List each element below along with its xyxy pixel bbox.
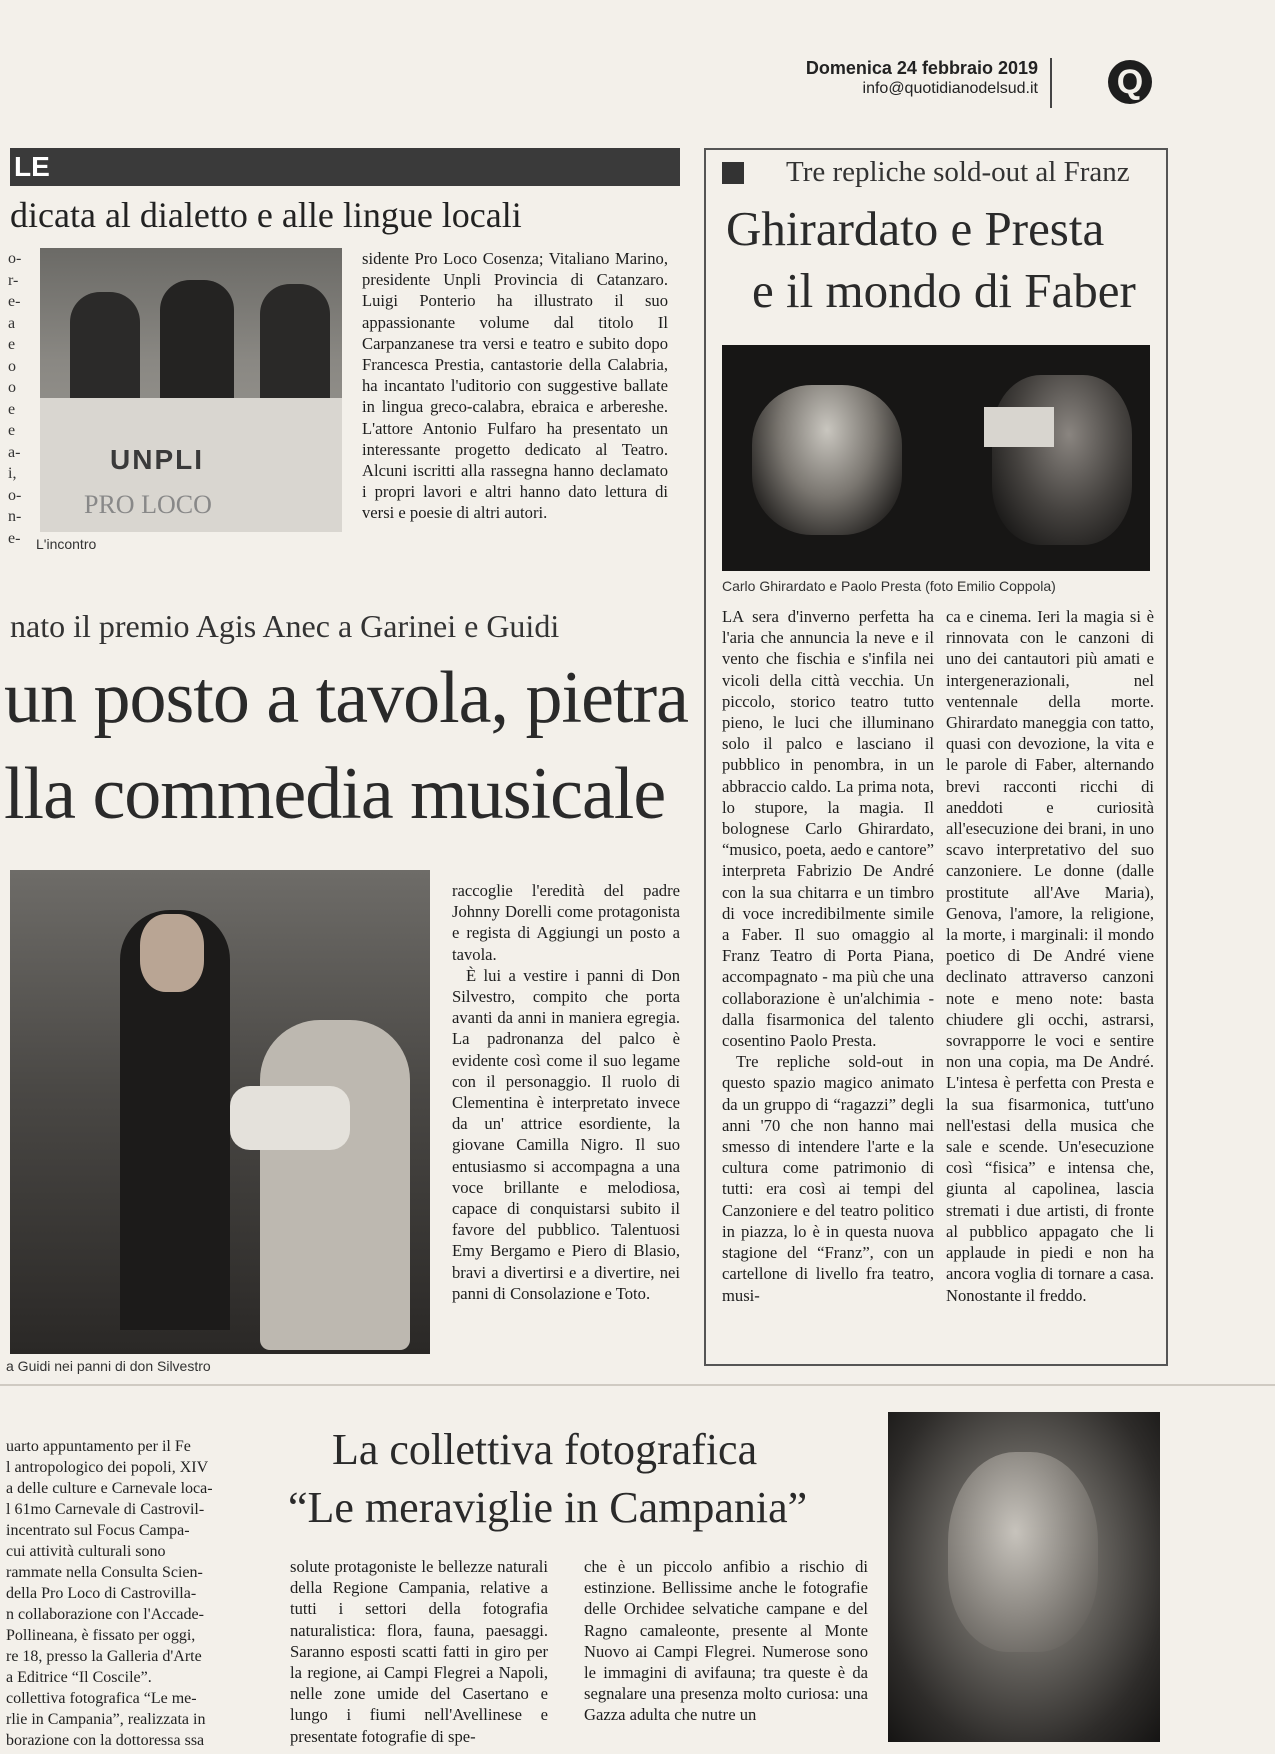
edge-fragment: e-: [8, 529, 21, 547]
campania-headline-1: La collettiva fotografica: [332, 1425, 758, 1474]
edge-fragment: n-: [8, 508, 22, 525]
agis-body: [452, 880, 680, 1304]
text-fragment: incentrato sul Focus Campa-: [6, 1522, 190, 1539]
text-fragment: l 61mo Carnevale di Castrovil-: [6, 1501, 205, 1518]
text-fragment: l antropologico dei popoli, XIV: [6, 1459, 209, 1476]
actress-figure: [260, 1020, 410, 1350]
table-banner: [40, 398, 342, 532]
article-paragraph: sidente Pro Loco Cosenza; Vitaliano Marino, presidente Unpli Provincia di Catanzaro. Luigi Ponterio ha illustrato il suo appassionante volume dal titolo Il Carpanzanese tra versi e teatro e subito dopo Francesca Prestia, cantastorie della Calabria, ha incantato l'uditorio con suggestive ballate in lingua greco-calabra, ebraica e arbereshe. L'attore Antonio Fulfaro ha presentato un interessante progetto dedicato al Teatro. Alcuni iscritti alla rassegna hanno declamato i propri lavori e altri hanno dato lettura di versi e poesie di altri autori.: [362, 249, 668, 523]
kicker-square-icon: [722, 162, 744, 184]
text-fragment: rammate nella Consulta Scien-: [6, 1564, 203, 1581]
franz-headline-1: Ghirardato e Presta: [726, 201, 1105, 256]
campania-col-2: [584, 1556, 868, 1746]
logo-letter: Q: [1116, 63, 1144, 101]
campania-paragraph: solute protagoniste le bellezze naturali della Regione Campania, relative a tutti i settori della fotografia naturalistica: flora, fauna, paesaggi. Saranno esposti scatti fatti in giro per la regione, ai Campi Flegrei a Napoli, nelle zone umide del Casertano e lungo i fiumi nell'Avellinese e presentate fotografie di spe-: [290, 1557, 548, 1746]
section-band-label: LE: [14, 151, 50, 182]
text-fragment: della Pro Loco di Castrovilla-: [6, 1585, 197, 1602]
text-fragment: re 18, presso la Galleria d'Arte: [6, 1648, 202, 1665]
actor-face: [140, 914, 204, 992]
banner-sub-text: PRO LOCO: [84, 490, 212, 519]
agis-headline-2: lla commedia musicale: [4, 753, 666, 835]
franz-col-2: [946, 606, 1154, 1306]
text-fragment: uarto appuntamento per il Fe: [6, 1438, 191, 1455]
edge-fragment: e: [8, 400, 16, 418]
franz-paragraph: ca e cinema. Ieri la magia si è rinnovata con le canzoni di uno dei cantautori più amati e intergenerazionali, nel ventennale della morte. Ghirardato maneggia con tatto, quasi con devozione, la vita e le parole di Faber, alternando brevi racconti ricchi di aneddoti e curiosità all'esecuzione dei brani, in uno scavo interpretativo del suo canzoniere. Le donne (dalle prostitute all'Ave Maria), Genova, l'amore, la religione, la morte, i marginali: il mondo poetico di De André viene declinato attraverso canzoni note e meno note: basta chiudere gli occhi, astrarsi, sovrapporre le voci e sentire non una copia, ma De André. L'intesa è perfetta con Presta e la sua fisarmonica, tutt'uno nell'estasi della musica che sale e scende. Un'esecuzione così “fisica” e intensa che, giunta al capolinea, lascia stremati i due artisti, di fronte al pubblico appagato che li applaude in piedi e non ha ancora voglia di tornare a casa. Nonostante il freddo.: [946, 607, 1154, 1305]
contact-email: info@quotidianodelsud.it: [862, 80, 1038, 97]
header-divider: [1050, 58, 1052, 108]
campania-col-1: [290, 1556, 548, 1746]
concert-photo-caption: Carlo Ghirardato e Paolo Presta (foto Emilio Coppola): [722, 578, 1056, 594]
edge-fragment: e: [8, 336, 16, 353]
stage-photo: [10, 870, 430, 1354]
edge-fragment: r-: [8, 271, 19, 289]
campania-headline-2: “Le meraviglie in Campania”: [288, 1483, 808, 1532]
franz-col-1: [722, 606, 934, 1306]
text-fragment: a delle culture e Carnevale loca-: [6, 1480, 213, 1497]
franz-kicker: Tre repliche sold-out al Franz: [786, 156, 1130, 188]
person-figure: [260, 284, 330, 414]
text-fragment: Pollineana, è fissato per oggi,: [6, 1627, 196, 1644]
agis-kicker: nato il premio Agis Anec a Garinei e Guidi: [10, 608, 560, 644]
person-figure: [70, 292, 140, 412]
meeting-photo-caption: L'incontro: [36, 536, 97, 552]
franz-headline-2: e il mondo di Faber: [752, 263, 1136, 318]
franz-paragraph: LA sera d'inverno perfetta ha l'aria che annuncia la neve e il vento che fischia e s'infila nei vicoli della città vecchia. Un piccolo, storico teatro tutto pieno, le luci che illuminano solo il palco e lasciano il pubblico in penombra, in un abbraccio caldo. La prima nota, lo stupore, la magia. Il bolognese Carlo Ghirardato, “musico, poeta, aedo e cantore” interpreta Fabrizio De André con la sua chitarra e un timbro di voce incredibilmente simile a Faber. Il suo omaggio al Franz Teatro di Porta Piana, accompagnato - ma più che una collaborazione è un'alchimia - dalla fisarmonica del talento cosentino Paolo Presta.: [722, 607, 934, 1051]
edge-fragment: e: [8, 422, 16, 439]
edge-fragment: e-: [8, 293, 21, 310]
text-fragment: a Editrice “Il Coscile”.: [6, 1669, 152, 1686]
sculpture-head: [948, 1452, 1098, 1652]
fragment-list: [6, 1436, 276, 1751]
sculpture-photo: [888, 1412, 1160, 1742]
guitarist-figure: [752, 385, 902, 535]
edge-fragment: o: [8, 357, 16, 375]
edge-letters-list: [8, 248, 32, 549]
article-body: [362, 248, 668, 524]
banner-logo-text: UNPLI: [110, 444, 204, 475]
agis-paragraph: È lui a vestire i panni di Don Silvestro, compito che porta avanti da anni in maniera egregia. La padronanza del palco è evidente così come il suo legame con il personaggio. Il ruolo di Clementina è interpretato invece da un' attrice esordiente, la giovane Camilla Nigro. Il suo entusiasmo si accompagna a una voce brillante e melodiosa, capace di conquistarsi subito il favore del pubblico. Talentuosi Emy Bergamo e Piero di Blasio, bravi a divertirsi e a divertire, nei panni di Consolazione e Toto.: [452, 965, 680, 1303]
section-band: [10, 148, 680, 186]
meeting-photo: [40, 248, 342, 532]
franz-paragraph: Tre repliche sold-out in questo spazio magico animato da un gruppo di “ragazzi” degli anni '70 che non hanno mai smesso di intendere l'arte e la cultura come patrimonio di tutti: era così ai tempi del Canzoniere e del teatro politico in piazza, lo è in questa nuova stagione del “Franz”, con un cartellone di livello fra teatro, musi-: [722, 1052, 934, 1305]
text-fragment: collettiva fotografica “Le me-: [6, 1690, 197, 1707]
section-divider: [0, 1384, 1275, 1386]
agis-paragraph: raccoglie l'eredità del padre Johnny Dorelli come protagonista e regista di Aggiungi un posto a tavola.: [452, 881, 680, 964]
newspaper-logo: [1108, 60, 1152, 104]
text-fragment: n collaborazione con l'Accade-: [6, 1606, 204, 1623]
pillow-prop: [230, 1086, 350, 1150]
text-fragment: cui attività culturali sono: [6, 1543, 166, 1560]
campania-paragraph: che è un piccolo anfibio a rischio di estinzione. Bellissime anche le fotografie delle Orchidee selvatiche campane e del Ragno camaleonte, presente al Monte Nuovo ai Campi Flegrei. Numerose sono le immagini di avifauna; tra queste è da segnalare una presenza molto curiosa: una Gazza adulta che nutre un: [584, 1557, 868, 1725]
concert-photo: [722, 345, 1150, 571]
edge-fragment: o: [8, 379, 16, 396]
music-stand: [984, 407, 1054, 447]
edge-letters: [8, 248, 32, 549]
text-fragment: rlie in Campania”, realizzata in: [6, 1711, 206, 1728]
header: [780, 58, 1060, 110]
article-title: dicata al dialetto e alle lingue locali: [10, 195, 522, 235]
stage-photo-caption: a Guidi nei panni di don Silvestro: [6, 1358, 211, 1374]
campania-left-fragments: [6, 1436, 276, 1751]
edge-fragment: o-: [8, 250, 22, 267]
edge-fragment: a: [8, 314, 16, 332]
agis-headline-1: un posto a tavola, pietra: [4, 657, 688, 739]
edge-fragment: o-: [8, 486, 22, 504]
text-fragment: borazione con la dottoressa ssa: [6, 1732, 205, 1749]
accordionist-figure: [992, 375, 1132, 545]
issue-date: Domenica 24 febbraio 2019: [805, 58, 1038, 78]
edge-fragment: a-: [8, 443, 21, 461]
edge-fragment: i,: [8, 465, 17, 482]
